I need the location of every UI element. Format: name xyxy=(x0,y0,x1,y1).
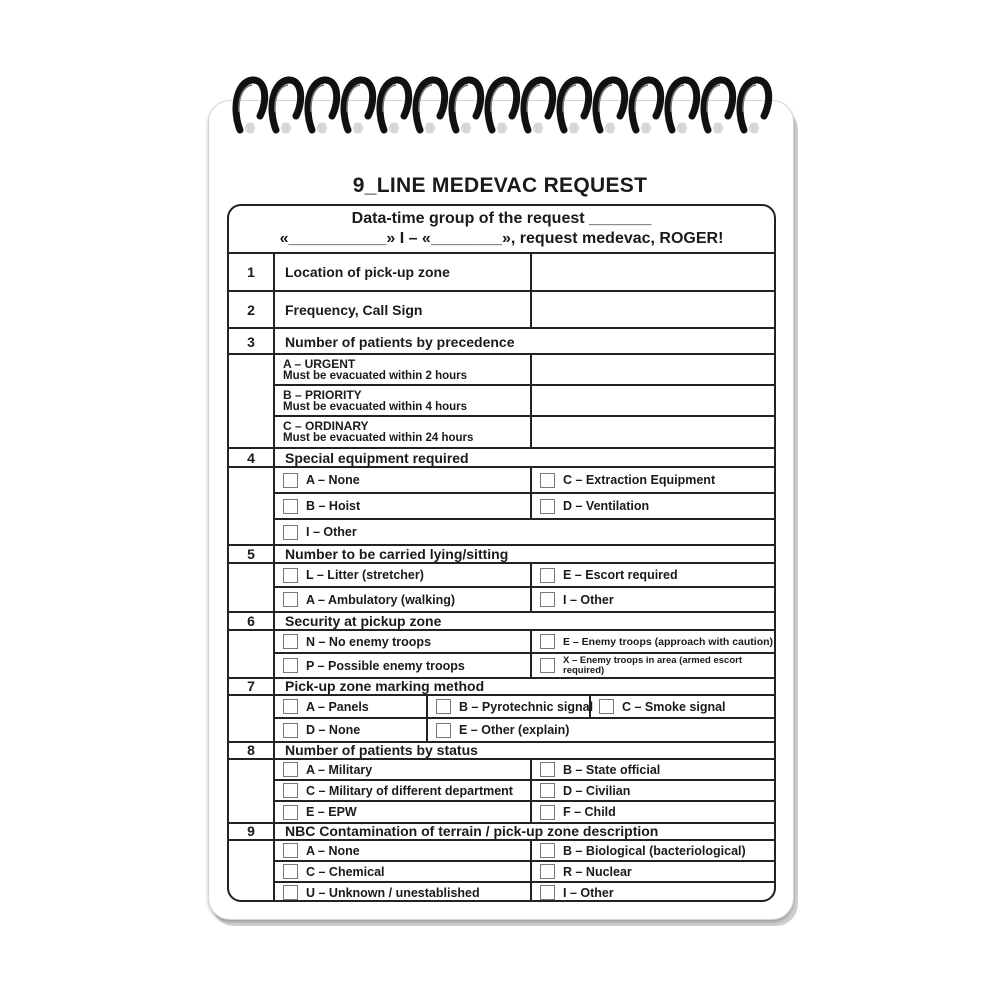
option-label: A – Ambulatory (walking) xyxy=(306,592,456,607)
option-escort[interactable] xyxy=(532,564,774,588)
option-label: L – Litter (stretcher) xyxy=(306,568,424,582)
option-military[interactable] xyxy=(275,760,532,781)
header-line-1: Data-time group of the request _______ xyxy=(351,210,652,227)
form-header xyxy=(229,206,774,254)
option-label: U – Unknown / unestablished xyxy=(306,885,480,900)
line-label: Special equipment required xyxy=(285,450,469,466)
line-3-body xyxy=(229,355,774,449)
line-number-spacer xyxy=(229,564,275,611)
option-state-official[interactable] xyxy=(532,760,774,781)
checkbox[interactable] xyxy=(540,762,555,777)
line-number-text: 9 xyxy=(247,823,255,839)
checkbox[interactable] xyxy=(540,864,555,879)
line-label: Pick-up zone marking method xyxy=(285,678,485,694)
checkbox[interactable] xyxy=(283,634,298,649)
option-litter[interactable] xyxy=(275,564,532,588)
line-4-body xyxy=(229,468,774,546)
line-number-text: 1 xyxy=(247,264,255,280)
line-number xyxy=(229,679,275,694)
line-8-row xyxy=(229,743,774,760)
option-label: P – Possible enemy troops xyxy=(306,658,465,673)
checkbox[interactable] xyxy=(599,699,614,714)
option-label: D – Ventilation xyxy=(563,499,650,513)
option-label: I – Other xyxy=(563,885,614,900)
checkbox[interactable] xyxy=(283,473,298,488)
header-line-2: «___________» I – «________», request medevac, ROGER! xyxy=(279,230,724,247)
option-none[interactable] xyxy=(275,468,532,494)
option-panels[interactable] xyxy=(275,696,428,719)
option-pyrotechnic[interactable] xyxy=(428,696,594,719)
checkbox[interactable] xyxy=(283,843,298,858)
precedence-desc: Must be evacuated within 24 hours xyxy=(283,432,474,444)
line-number xyxy=(229,546,275,562)
line-number-text: 7 xyxy=(247,678,255,694)
line-number-text: 4 xyxy=(247,450,255,466)
line-label-cell xyxy=(275,292,532,327)
precedence-desc: Must be evacuated within 4 hours xyxy=(283,401,468,413)
precedence-title: A – URGENT xyxy=(283,357,356,371)
option-label: B – Hoist xyxy=(306,499,361,513)
option-biological[interactable] xyxy=(532,841,774,862)
option-enemy-caution[interactable] xyxy=(532,631,774,654)
precedence-ordinary xyxy=(275,417,532,447)
precedence-priority xyxy=(275,386,532,417)
line-number-spacer xyxy=(229,841,275,902)
line-number-spacer xyxy=(229,760,275,822)
option-none[interactable] xyxy=(275,719,428,741)
checkbox[interactable] xyxy=(540,568,555,583)
line-number xyxy=(229,824,275,839)
line-number-spacer xyxy=(229,355,275,447)
option-other-explain[interactable] xyxy=(428,719,774,741)
checkbox[interactable] xyxy=(540,473,555,488)
line-2-row xyxy=(229,292,774,329)
priority-count-field[interactable] xyxy=(532,386,774,417)
line-9-body xyxy=(229,841,774,902)
precedence-desc: Must be evacuated within 2 hours xyxy=(283,370,468,382)
line-number-text: 2 xyxy=(247,302,255,318)
line-1-row xyxy=(229,254,774,292)
checkbox[interactable] xyxy=(540,843,555,858)
line-7-body xyxy=(229,696,774,743)
line-9-row xyxy=(229,824,774,841)
option-label: C – Extraction Equipment xyxy=(563,473,716,487)
option-other[interactable] xyxy=(532,588,774,611)
line-6-body xyxy=(229,631,774,679)
line-label: Location of pick-up zone xyxy=(285,264,450,280)
checkbox[interactable] xyxy=(436,723,451,738)
option-label: E – Enemy troops (approach with caution) xyxy=(563,635,774,648)
line-4-row xyxy=(229,449,774,468)
line-number-spacer xyxy=(229,631,275,677)
checkbox[interactable] xyxy=(283,525,298,540)
option-label: C – Military of different department xyxy=(306,783,513,798)
line-number xyxy=(229,449,275,466)
line-number-text: 8 xyxy=(247,742,255,758)
line-5-row xyxy=(229,546,774,564)
precedence-urgent xyxy=(275,355,532,386)
line-8-body xyxy=(229,760,774,824)
line-label: Frequency, Call Sign xyxy=(285,302,423,318)
option-other[interactable] xyxy=(275,520,774,544)
option-chemical[interactable] xyxy=(275,862,532,883)
checkbox[interactable] xyxy=(436,699,451,714)
line-number-text: 5 xyxy=(247,546,255,562)
line-number xyxy=(229,254,275,290)
option-label: B – State official xyxy=(563,762,661,777)
option-hoist[interactable] xyxy=(275,494,532,520)
checkbox[interactable] xyxy=(540,658,555,673)
option-epw[interactable] xyxy=(275,802,532,822)
checkbox[interactable] xyxy=(540,499,555,514)
checkbox[interactable] xyxy=(540,592,555,607)
line-number-spacer xyxy=(229,468,275,544)
option-no-enemy[interactable] xyxy=(275,631,532,654)
medevac-form xyxy=(227,204,776,902)
line-6-row xyxy=(229,613,774,631)
option-label: D – Civilian xyxy=(563,783,631,798)
line-number xyxy=(229,292,275,327)
checkbox[interactable] xyxy=(283,699,298,714)
checkbox[interactable] xyxy=(283,723,298,738)
option-label: I – Other xyxy=(306,525,357,539)
checkbox[interactable] xyxy=(540,805,555,820)
option-label: N – No enemy troops xyxy=(306,634,432,649)
line-label-cell xyxy=(275,254,532,290)
checkbox[interactable] xyxy=(283,783,298,798)
option-label: E – Escort required xyxy=(563,568,678,582)
line-number-spacer xyxy=(229,696,275,741)
line-number xyxy=(229,743,275,758)
option-label: A – None xyxy=(306,843,360,858)
option-label: C – Smoke signal xyxy=(622,699,726,714)
option-label: X – Enemy troops in area (armed escort required) xyxy=(563,654,742,676)
urgent-count-field[interactable] xyxy=(532,355,774,386)
option-extraction-equipment[interactable] xyxy=(532,468,774,494)
checkbox[interactable] xyxy=(283,592,298,607)
option-possible-enemy[interactable] xyxy=(275,654,532,677)
line-label: Number to be carried lying/sitting xyxy=(285,546,509,562)
option-child[interactable] xyxy=(532,802,774,822)
option-ambulatory[interactable] xyxy=(275,588,532,611)
option-unknown[interactable] xyxy=(275,883,532,902)
checkbox[interactable] xyxy=(540,885,555,900)
line-number xyxy=(229,613,275,629)
option-label: A – Military xyxy=(306,762,373,777)
checkbox[interactable] xyxy=(540,783,555,798)
precedence-title: B – PRIORITY xyxy=(283,388,362,402)
option-label: B – Pyrotechnic signal xyxy=(459,699,594,714)
option-label: B – Biological (bacteriological) xyxy=(563,843,746,858)
checkbox[interactable] xyxy=(283,568,298,583)
option-other[interactable] xyxy=(532,883,774,902)
option-nuclear[interactable] xyxy=(532,862,774,883)
line-label: Number of patients by precedence xyxy=(285,334,515,350)
option-enemy-armed-escort[interactable] xyxy=(532,654,774,677)
ordinary-count-field[interactable] xyxy=(532,417,774,447)
line-number xyxy=(229,329,275,353)
option-ventilation[interactable] xyxy=(532,494,774,520)
page-title: 9_LINE MEDEVAC REQUEST xyxy=(352,174,648,197)
option-label: A – None xyxy=(306,473,360,487)
option-label: E – Other (explain) xyxy=(459,723,570,737)
option-label: D – None xyxy=(306,723,361,737)
option-label: F – Child xyxy=(563,805,616,819)
option-label: E – EPW xyxy=(306,805,357,819)
option-smoke[interactable] xyxy=(591,696,774,719)
line-7-row xyxy=(229,679,774,696)
checkbox[interactable] xyxy=(283,499,298,514)
checkbox[interactable] xyxy=(540,634,555,649)
option-military-other-dept[interactable] xyxy=(275,781,532,802)
precedence-title: C – ORDINARY xyxy=(283,419,369,433)
option-civilian[interactable] xyxy=(532,781,774,802)
option-label: I – Other xyxy=(563,592,614,607)
checkbox[interactable] xyxy=(283,658,298,673)
line-label: NBC Contamination of terrain / pick-up zone description xyxy=(285,823,659,839)
line-3-row xyxy=(229,329,774,355)
option-none[interactable] xyxy=(275,841,532,862)
checkbox[interactable] xyxy=(283,864,298,879)
location-answer-field[interactable] xyxy=(532,254,774,290)
option-label: C – Chemical xyxy=(306,864,385,879)
line-number-text: 6 xyxy=(247,613,255,629)
line-label: Number of patients by status xyxy=(285,742,478,758)
checkbox[interactable] xyxy=(283,885,298,900)
line-5-body xyxy=(229,564,774,613)
checkbox[interactable] xyxy=(283,805,298,820)
option-label: R – Nuclear xyxy=(563,864,632,879)
option-label: A – Panels xyxy=(306,699,369,714)
line-number-text: 3 xyxy=(247,334,255,350)
checkbox[interactable] xyxy=(283,762,298,777)
line-label: Security at pickup zone xyxy=(285,613,442,629)
frequency-answer-field[interactable] xyxy=(532,292,774,327)
